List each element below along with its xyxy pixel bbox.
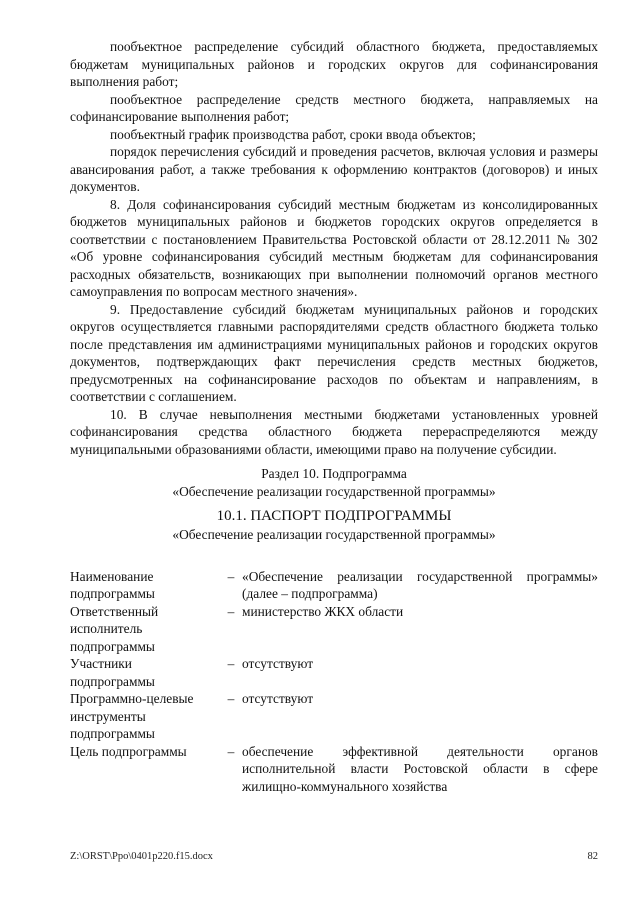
row-label: Программно-целевые инструменты подпрограммы [70, 691, 194, 741]
row-label: Ответственный исполнитель подпрограммы [70, 603, 159, 654]
document-page [70, 38, 598, 795]
paragraph: пообъектное распределение субсидий областного бюджета, предоставляемых бюджетам муниципальных районов и городских округов для софинансирования выполнения работ; [70, 39, 598, 89]
paragraph: порядок перечисления субсидий и проведения расчетов, включая условия и размеры авансирования работ, а также требования к оформлению контрактов (договоров) и иных документов. [70, 144, 598, 194]
section-subtitle: «Обеспечение реализации государственной программы» [172, 483, 496, 499]
row-dash: – [227, 743, 235, 759]
footer-file-path: Z:\ORST\Ppo\0401p220.f15.docx [70, 851, 213, 862]
passport-subtitle: «Обеспечение реализации государственной программы» [172, 527, 496, 542]
section-title: Раздел 10. Подпрограмма [261, 466, 407, 481]
row-label: Наименование подпрограммы [70, 568, 155, 601]
paragraph: 10. В случае невыполнения местными бюджетами установленных уровней софинансирования средства областного бюджета перераспределяются между муниципальными образованиями области, имеющими право на получение субсидии. [70, 406, 598, 457]
row-dash: – [227, 568, 235, 584]
table-row [70, 603, 598, 656]
table-row [70, 743, 598, 796]
page-number: 82 [587, 851, 598, 862]
table-row [70, 568, 598, 603]
row-value: отсутствуют [242, 656, 314, 671]
passport-table [70, 568, 598, 796]
row-dash: – [227, 656, 235, 671]
row-value: отсутствуют [242, 691, 314, 706]
row-value: обеспечение эффективной деятельности органов исполнительной власти Ростовской области в сфере жилищно-коммунального хозяйства [242, 743, 598, 794]
passport-title: 10.1. ПАСПОРТ ПОДПРОГРАММЫ [216, 508, 452, 524]
paragraph: пообъектное распределение средств местного бюджета, направляемых на софинансирование выполнения работ; [70, 91, 598, 124]
body-text [70, 38, 598, 458]
row-dash: – [227, 691, 235, 706]
row-dash: – [227, 603, 235, 619]
paragraph: 8. Доля софинансирования субсидий местным бюджетам из консолидированных бюджетов муниципальных районов и бюджетов городских округов определяется в соответствии с постановлением Правительства Ростовской области от 28.12.2011 № 302 «Об уровне софинансирования субсидий местным бюджетам для софинансирования расходных обязательств, возникающих при выполнении полномочий органов местного самоуправления по вопросам местного значения». [70, 196, 598, 299]
row-value: министерство ЖКХ области [242, 603, 404, 619]
row-label: Участники подпрограммы [70, 656, 155, 689]
table-row [70, 690, 598, 743]
paragraph: 9. Предоставление субсидий бюджетам муниципальных районов и городских округов осуществляется главными распорядителями средств областного бюджета только после представления им администрациями муниципальных районов и городских округов документов, подтверждающих факт перечисления средств местных бюджетов, предусмотренных на софинансирование расходов по объектам и направлениям, в соответствии с соглашением. [70, 301, 598, 404]
row-value: «Обеспечение реализации государственной программы» (далее – подпрограмма) [242, 568, 598, 601]
row-label: Цель подпрограммы [70, 743, 187, 759]
table-row [70, 655, 598, 690]
paragraph: пообъектный график производства работ, сроки ввода объектов; [110, 126, 476, 142]
